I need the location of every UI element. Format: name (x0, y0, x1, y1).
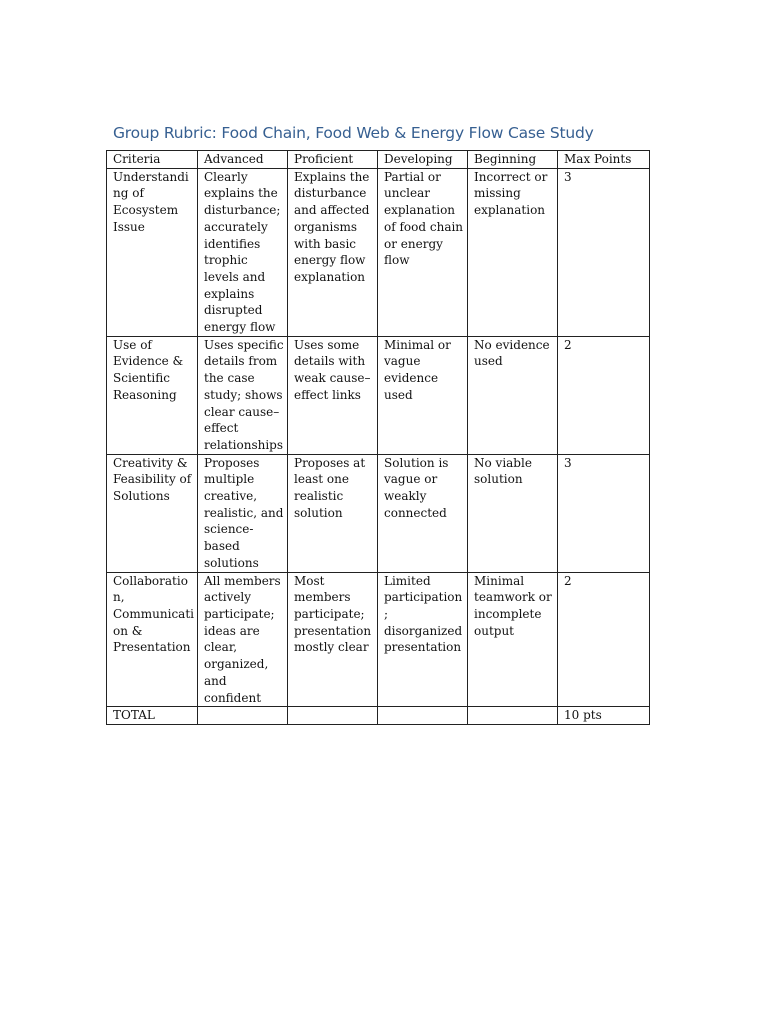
proficient-cell: Uses some details with weak cause–effect links (288, 336, 378, 454)
total-row (107, 707, 650, 725)
proficient-cell: Explains the disturbance and affected organisms with basic energy flow explanation (288, 168, 378, 336)
table-row (107, 572, 650, 707)
advanced-cell: Clearly explains the disturbance; accurately identifies trophic levels and explains disrupted energy flow (198, 168, 288, 336)
max-points-cell: 2 (558, 336, 650, 454)
advanced-cell: Proposes multiple creative, realistic, and science-based solutions (198, 454, 288, 572)
rubric-table (106, 150, 650, 725)
empty-cell (288, 707, 378, 725)
advanced-cell: All members actively participate; ideas are clear, organized, and confident (198, 572, 288, 707)
beginning-cell: Incorrect or missing explanation (468, 168, 558, 336)
document-title: Group Rubric: Food Chain, Food Web & Energy Flow Case Study (113, 124, 594, 142)
developing-cell: Solution is vague or weakly connected (378, 454, 468, 572)
max-points-cell: 3 (558, 454, 650, 572)
developing-cell: Partial or unclear explanation of food chain or energy flow (378, 168, 468, 336)
beginning-cell: Minimal teamwork or incomplete output (468, 572, 558, 707)
developing-cell: Minimal or vague evidence used (378, 336, 468, 454)
criteria-cell: Collaboration, Communication & Presentation (107, 572, 198, 707)
header-criteria: Criteria (107, 151, 198, 169)
total-max-points: 10 pts (558, 707, 650, 725)
header-max-points: Max Points (558, 151, 650, 169)
table-row (107, 168, 650, 336)
empty-cell (468, 707, 558, 725)
total-label: TOTAL (107, 707, 198, 725)
beginning-cell: No evidence used (468, 336, 558, 454)
beginning-cell: No viable solution (468, 454, 558, 572)
advanced-cell: Uses specific details from the case study; shows clear cause–effect relationships (198, 336, 288, 454)
max-points-cell: 2 (558, 572, 650, 707)
criteria-cell: Creativity & Feasibility of Solutions (107, 454, 198, 572)
criteria-cell: Understanding of Ecosystem Issue (107, 168, 198, 336)
header-proficient: Proficient (288, 151, 378, 169)
developing-cell: Limited participation; disorganized presentation (378, 572, 468, 707)
table-row (107, 336, 650, 454)
criteria-cell: Use of Evidence & Scientific Reasoning (107, 336, 198, 454)
header-beginning: Beginning (468, 151, 558, 169)
header-row (107, 151, 650, 169)
header-developing: Developing (378, 151, 468, 169)
max-points-cell: 3 (558, 168, 650, 336)
proficient-cell: Proposes at least one realistic solution (288, 454, 378, 572)
empty-cell (378, 707, 468, 725)
header-advanced: Advanced (198, 151, 288, 169)
table-row (107, 454, 650, 572)
proficient-cell: Most members participate; presentation mostly clear (288, 572, 378, 707)
empty-cell (198, 707, 288, 725)
